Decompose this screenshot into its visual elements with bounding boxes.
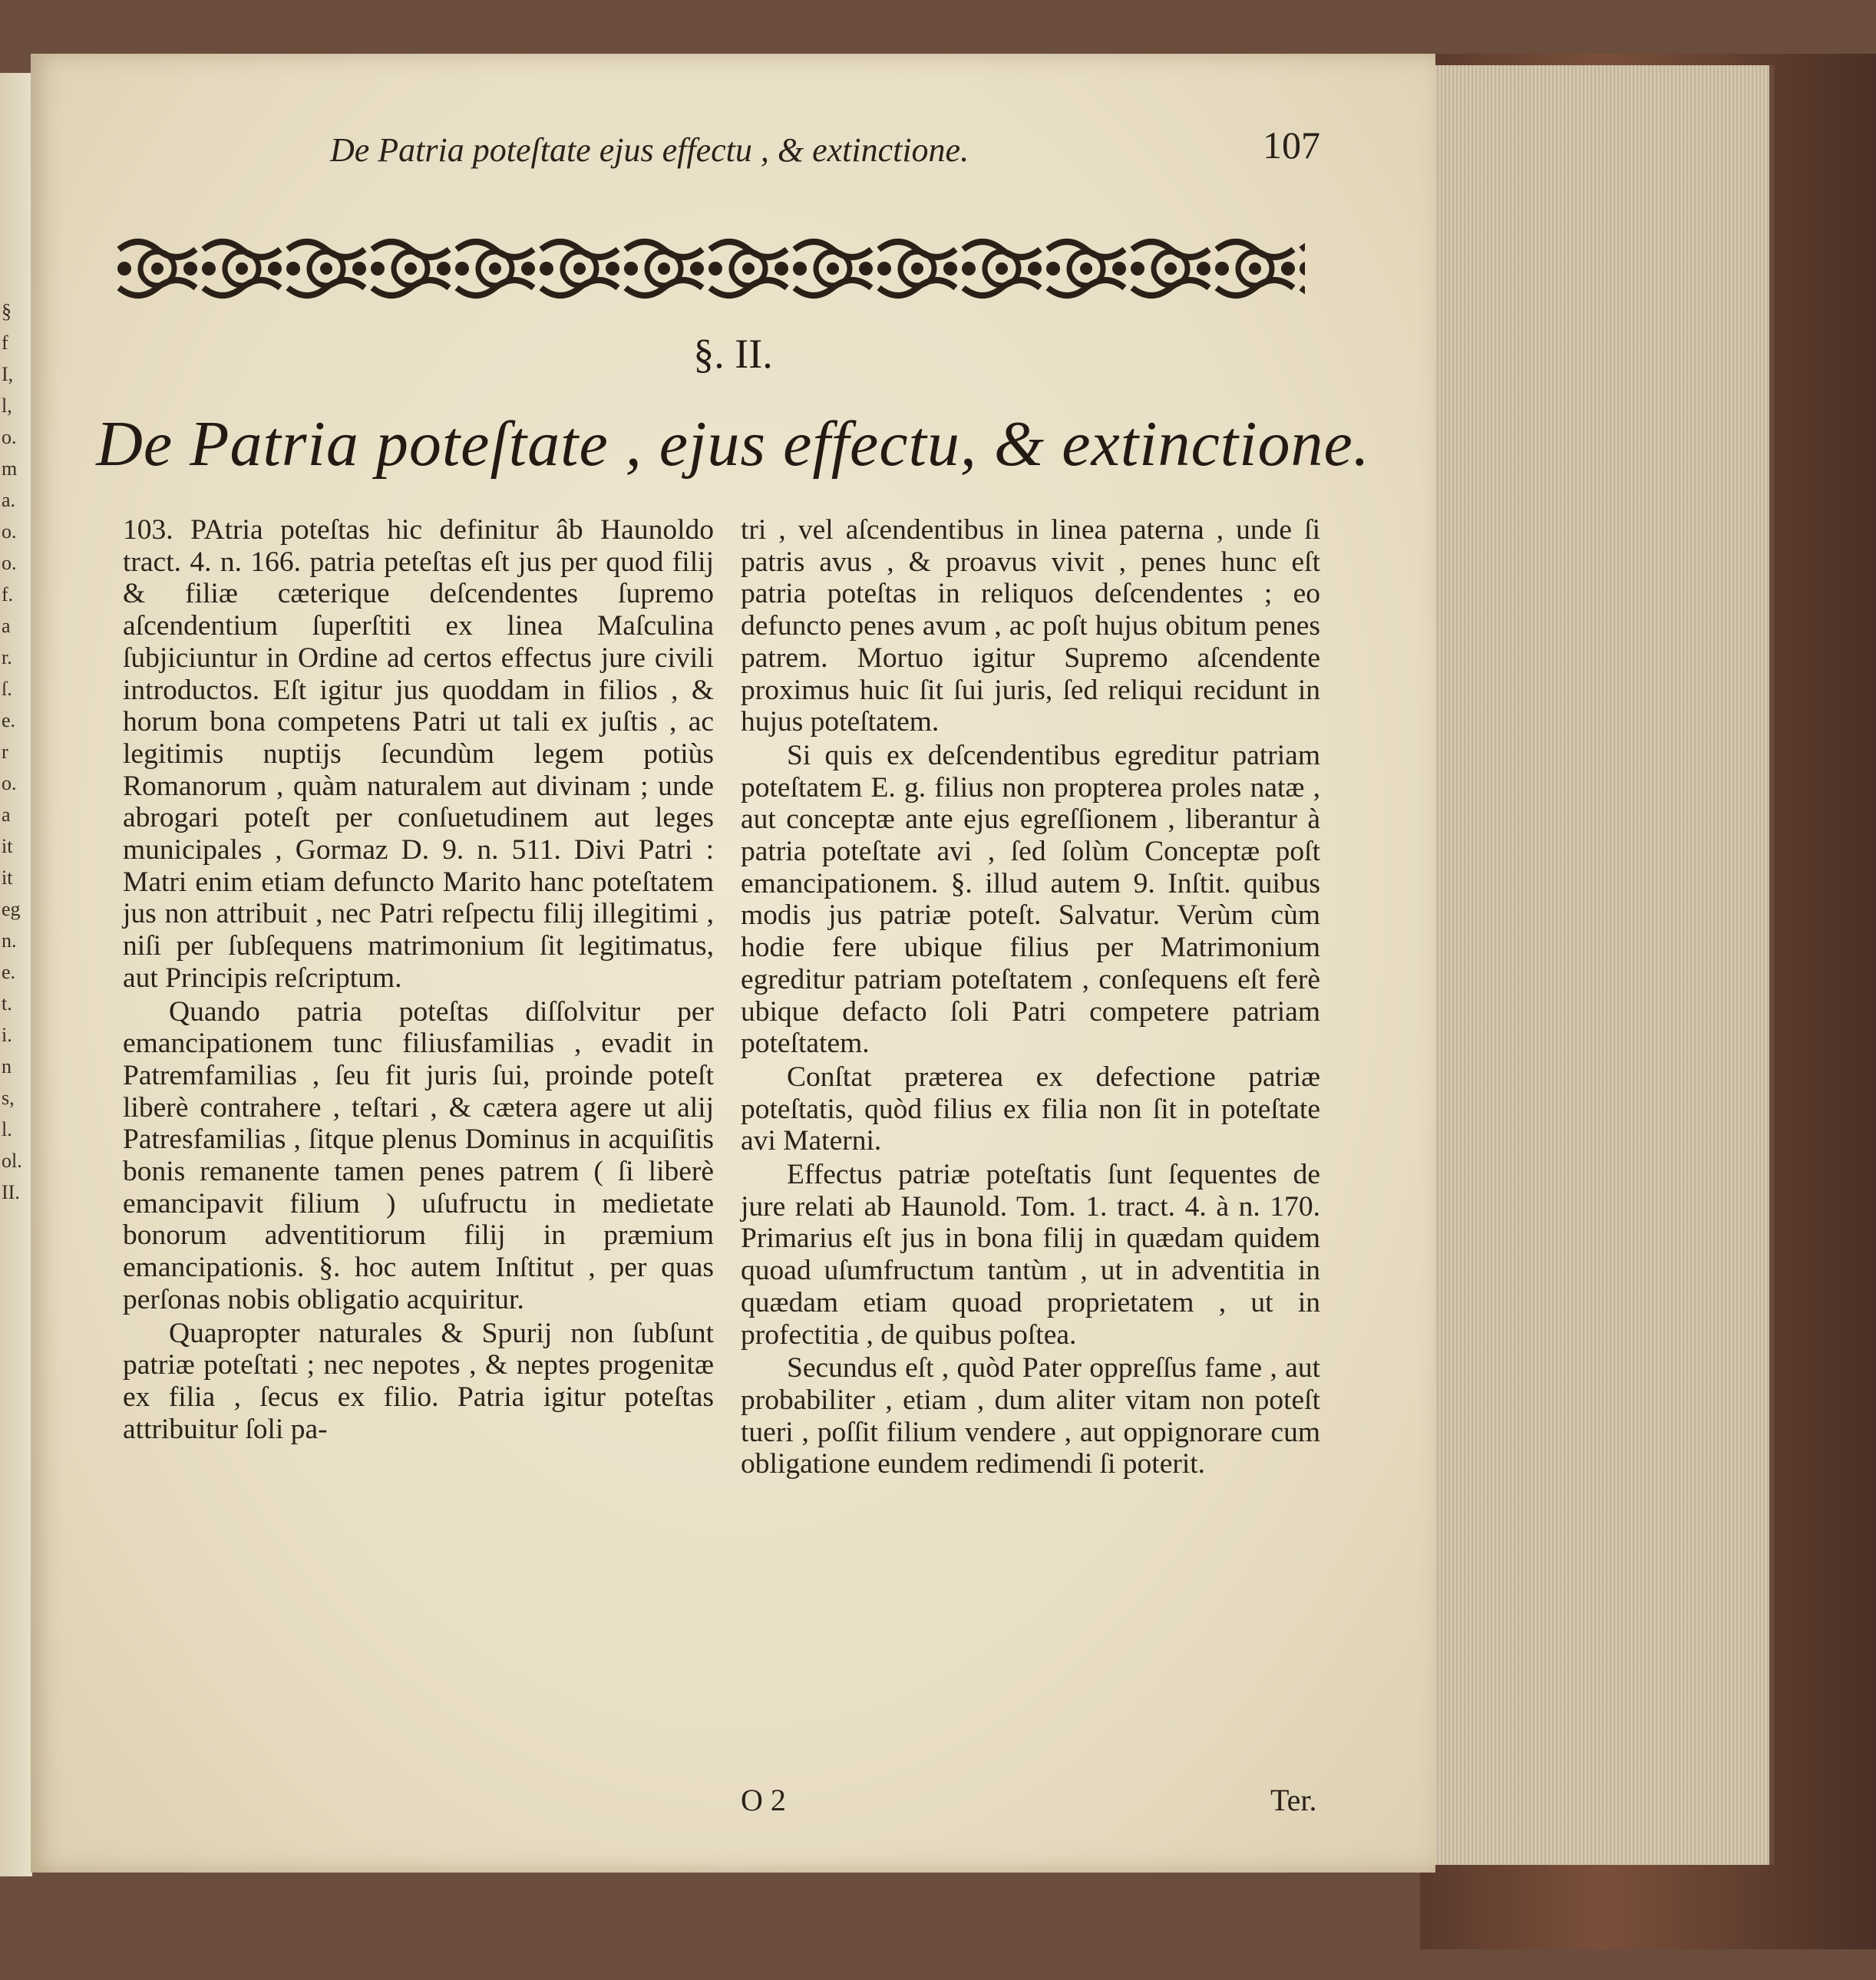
margin-fragment: o.	[2, 520, 17, 543]
margin-fragment: n.	[2, 929, 17, 952]
margin-fragment: s,	[2, 1087, 15, 1109]
running-head	[284, 123, 1320, 177]
section-number: §. II.	[693, 331, 773, 377]
margin-fragment: o.	[2, 426, 17, 448]
margin-fragment: e.	[2, 709, 16, 731]
paragraph: Effectus patriæ poteſtatis ſunt ſequentes de jure relati ab Haunold. Tom. 1. tract. 4. à n. 170. Primarius eſt jus in bona filij in quædam quidem quoad uſumfructum tantùm , ut in adventitia in quædam etiam quoad proprietatem , ut in profectitia , de quibus poſtea.	[741, 1159, 1320, 1351]
margin-fragment: o.	[2, 552, 17, 574]
page-number: 107	[1263, 124, 1320, 167]
margin-fragment: eg	[2, 898, 21, 920]
margin-fragment: l.	[2, 1118, 12, 1140]
margin-fragment: m	[2, 457, 18, 480]
paragraph-103: 103. PAtria poteſtas hic definitur âb Haunoldo tract. 4. n. 166. patria peteſtas eſt jus per quod filij & filiæ cæterique deſcendentes ſupremo aſcendentium ſuperſtiti ex linea Maſculina ſubjiciuntur in Ordine ad certos effectus jure civili introductos. Eſt igitur jus quoddam in filios , & horum bona competens Patri ut tali ex juſtis , ac legitimis nuptijs ſecundùm legem potiùs Romanorum , quàm naturalem aut divinam ; unde abrogari poteſt per conſuetudinem aut leges municipales , Gormaz D. 9. n. 511. Divi Patri : Matri enim etiam defuncto Marito hanc poteſtatem jus non attribuit , nec Patri reſpectu filij illegitimi , niſi per ſubſequens matrimonium ſit legitimatus, aut Principis reſcriptum.	[123, 514, 714, 994]
paragraph: Conſtat præterea ex defectione patriæ poteſtatis, quòd filius ex filia non ſit in poteſtate avi Materni.	[741, 1061, 1320, 1157]
right-column	[741, 514, 1320, 1482]
page-edges	[1428, 65, 1774, 1865]
paragraph: tri , vel aſcendentibus in linea paterna , unde ſi patris avus , & proavus vivit , penes hunc eſt patria poteſtas in reliquos deſcendentes ; eo defuncto penes avum , ac poſt hujus obitum penes patrem. Mortuo igitur Supremo aſcendente proximus huic ſit ſui juris, ſed reliqui recidunt in hujus poteſtatem.	[741, 514, 1320, 738]
margin-fragment: n	[2, 1055, 12, 1077]
margin-fragment: I,	[2, 363, 14, 385]
margin-fragment: r	[2, 741, 8, 763]
paragraph: Si quis ex deſcendentibus egreditur patriam poteſtatem E. g. filius non propterea proles natæ , aut conceptæ ante ejus egreſſionem , liberantur à patria poteſtate avi , ſed ſolùm Conceptæ poſt emancipationem. §. illud autem 9. Inſtit. quibus modis jus patriæ poteſt. Salvatur. Verùm cùm hodie fere ubique filius per Matrimonium egreditur patriam poteſtatem , conſequens eſt ferè ubique defacto ſoli Patri competere patriam poteſtatem.	[741, 739, 1320, 1060]
paragraph: Quando patria poteſtas diſſolvitur per emancipationem tunc filiusfamilias , evadit in Patremfamilias , ſeu fit juris ſui, proinde poteſt liberè contrahere , teſtari , & cætera agere ut alij Patresfamilias , ſitque plenus Dominus in acquiſitis bonis remanente tamen penes patrem ( ſi liberè emancipavit filium ) uſufructu in medietate bonorum adventitiorum filij in præmium emancipationis. §. hoc autem Inſtitut , per quas perſonas nobis obligatio acquiritur.	[123, 995, 714, 1315]
book-page	[31, 54, 1435, 1873]
margin-fragment: a.	[2, 489, 16, 511]
section-title: De Patria poteſtate , ejus effectu, & extinctione.	[96, 408, 1370, 480]
margin-fragment: e.	[2, 961, 16, 983]
margin-fragment: a	[2, 804, 11, 826]
margin-fragment: f.	[2, 583, 14, 606]
margin-fragment: o.	[2, 772, 17, 794]
margin-fragment: f	[2, 332, 8, 354]
margin-fragment: l,	[2, 394, 12, 417]
margin-fragment: a	[2, 615, 11, 637]
signature-mark: O 2	[741, 1783, 786, 1817]
catchword: Ter.	[1270, 1783, 1317, 1817]
margin-fragment: ſ.	[2, 678, 12, 700]
margin-fragment: ol.	[2, 1150, 22, 1172]
facing-page-margin-text	[2, 295, 29, 1208]
margin-fragment: t.	[2, 992, 12, 1015]
margin-fragment: r.	[2, 646, 12, 668]
paragraph: Quapropter naturales & Spurij non ſubſunt patriæ poteſtati ; nec nepotes , & neptes progenitæ ex filia , ſecus ex filio. Patria igitur poteſtas attribuitur ſoli pa-	[123, 1317, 714, 1445]
margin-fragment: it	[2, 866, 13, 889]
ornament-band-icon	[115, 226, 1305, 311]
paragraph: Secundus eſt , quòd Pater oppreſſus fame , aut probabiliter , etiam , dum aliter vitam non poteſt tueri , poſſit filium vendere , aut oppignorare cum obligatione eundem redimendi ſi poterit.	[741, 1352, 1320, 1480]
left-column	[123, 514, 714, 1447]
running-title: De Patria poteſtate ejus effectu , & extinctione.	[330, 131, 969, 169]
margin-fragment: it	[2, 835, 13, 857]
facing-page-edge	[0, 73, 32, 1876]
margin-fragment: II.	[2, 1181, 20, 1203]
margin-fragment: i.	[2, 1024, 12, 1046]
margin-fragment: §	[2, 300, 12, 322]
